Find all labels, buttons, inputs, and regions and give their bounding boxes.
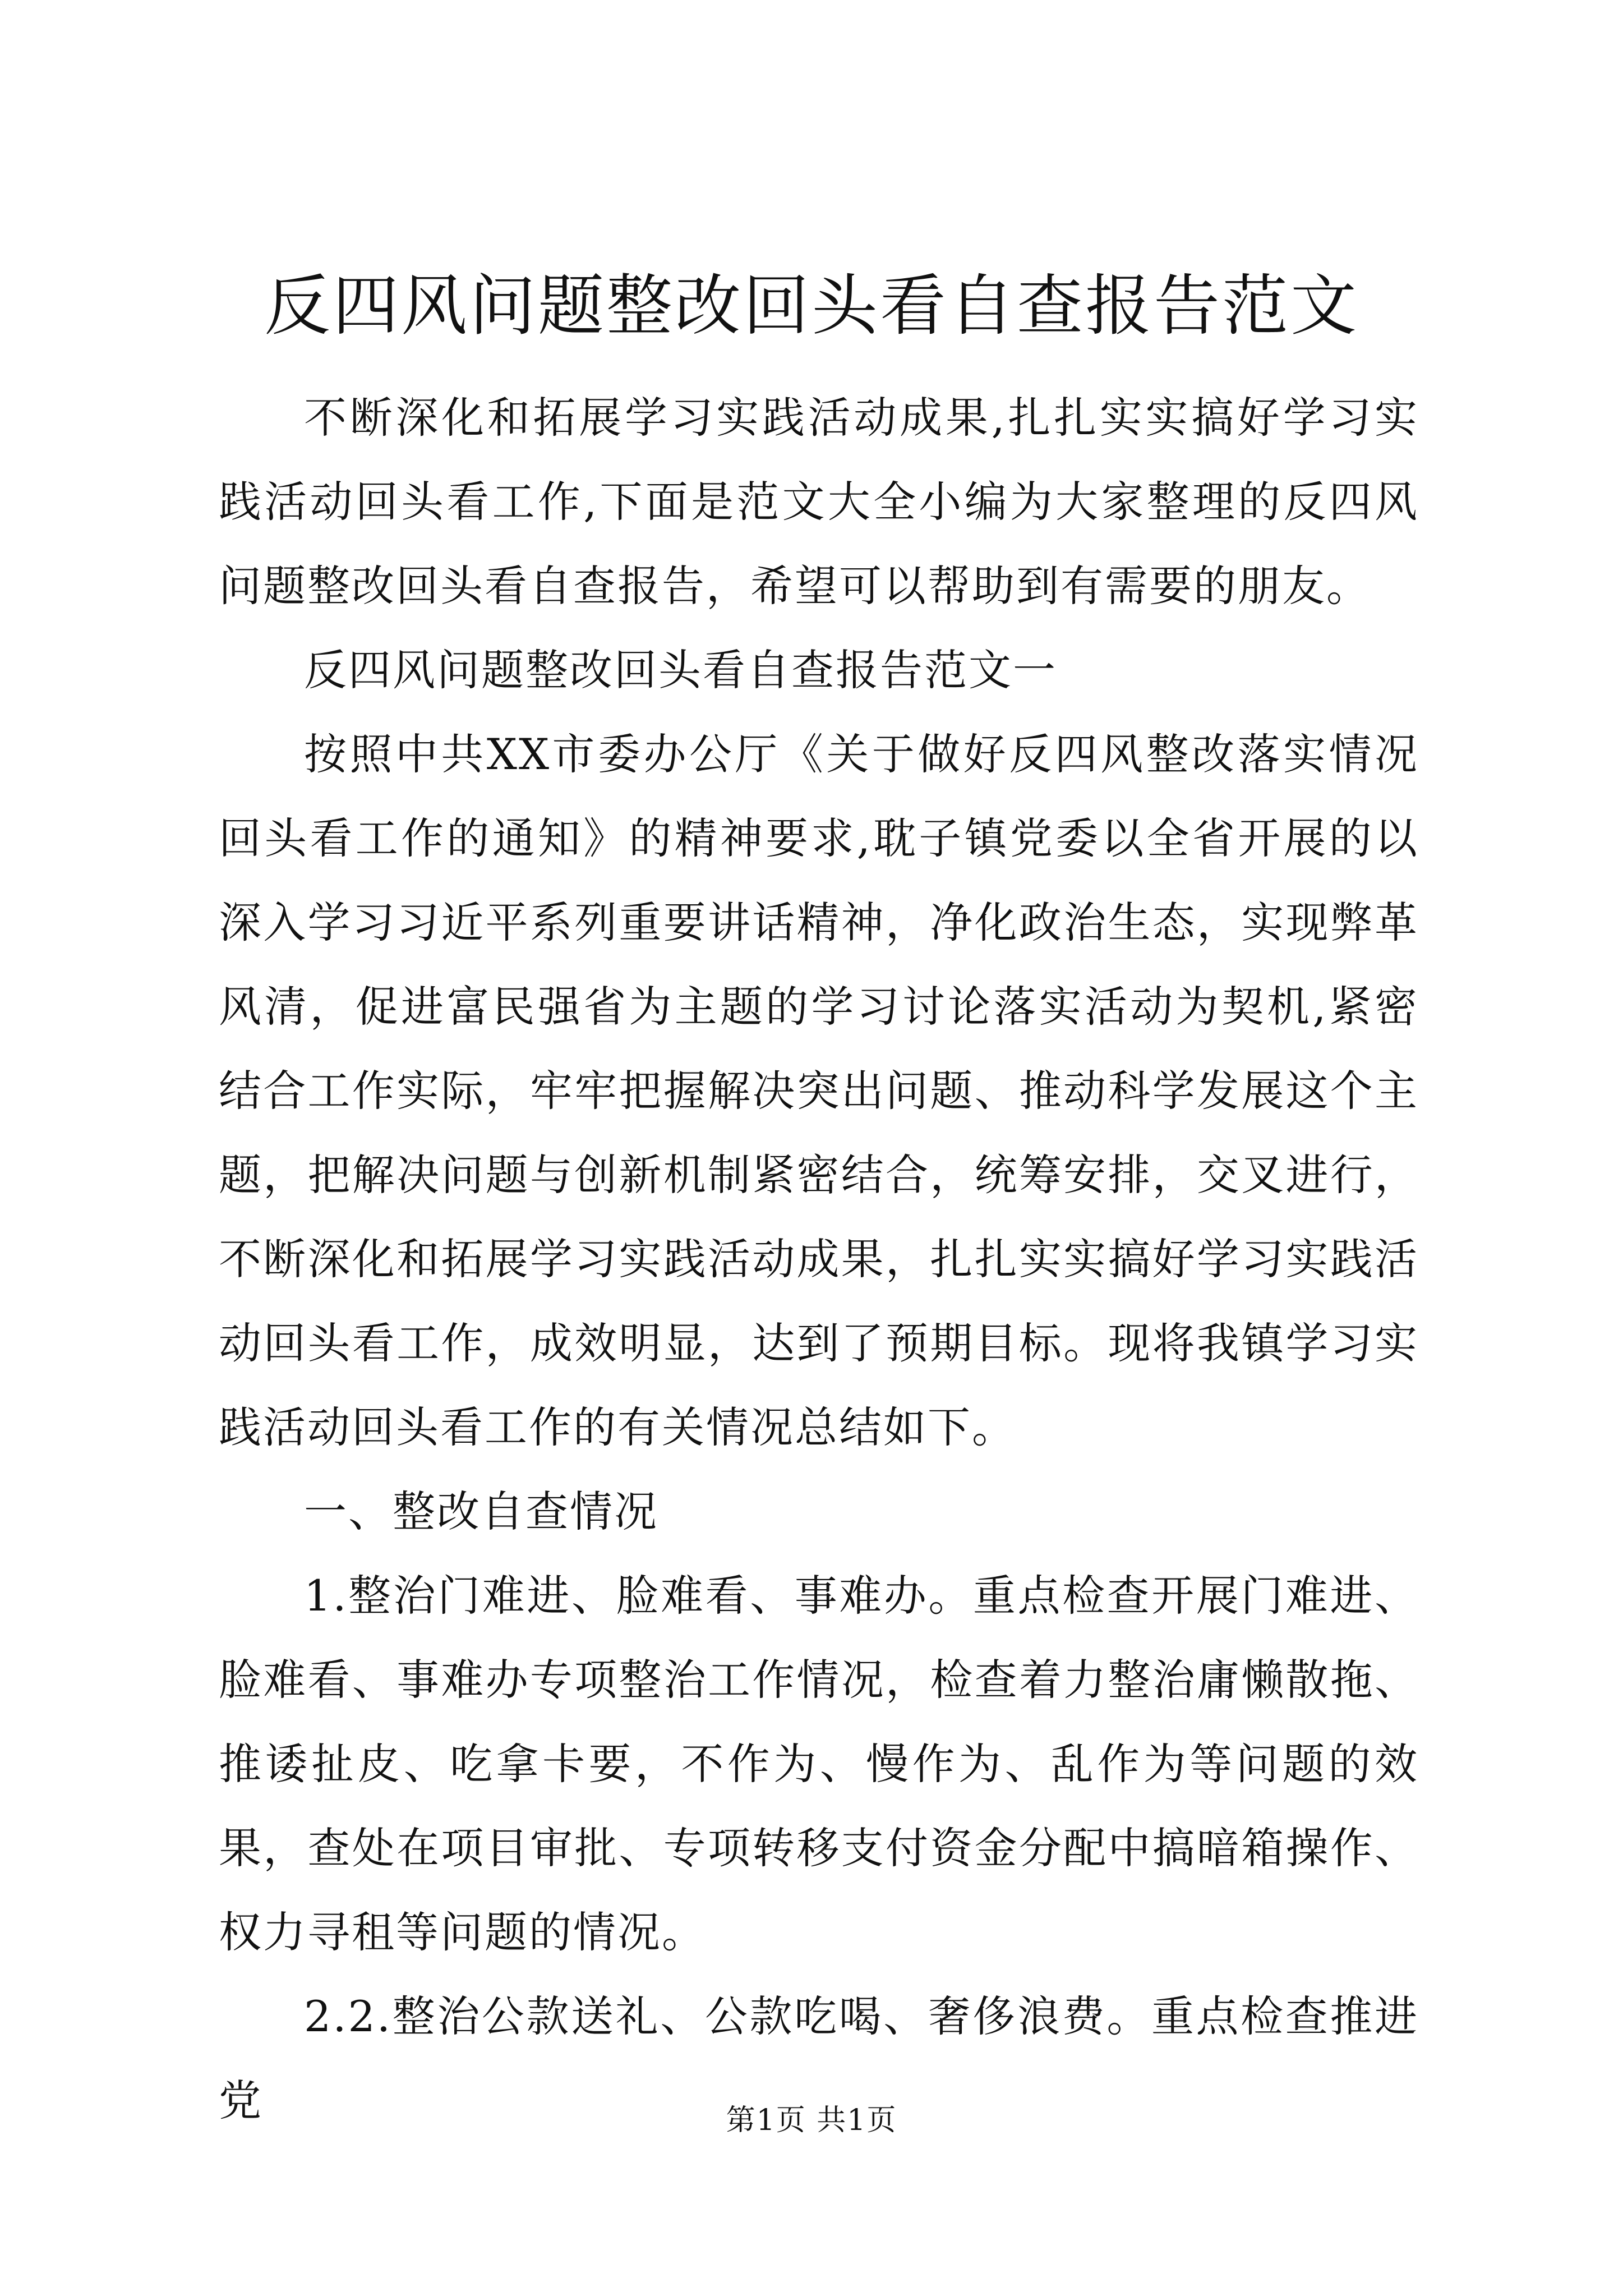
document-body	[219, 376, 1419, 2143]
section-heading: 反四风问题整改回头看自查报告范文一	[304, 645, 1057, 695]
body-paragraph: 按照中共XX市委办公厅《关于做好反四风整改落实情况回头看工作的通知》的精神要求,耽子镇党委以全省开展的以深入学习习近平系列重要讲话精神，净化政治生态，实现弊革风清，促进富民强省为主题的学习讨论落实活动为契机,紧密结合工作实际，牢牢把握解决突出问题、推动科学发展这个主题，把解决问题与创新机制紧密结合，统筹安排，交叉进行，不断深化和拓展学习实践活动成果，扎扎实实搞好学习实践活动回头看工作，成效明显，达到了预期目标。现将我镇学习实践活动回头看工作的有关情况总结如下。	[219, 729, 1419, 1452]
numbered-paragraph: 1.整治门难进、脸难看、事难办。重点检查开展门难进、脸难看、事难办专项整治工作情况，检查着力整治庸懒散拖、推诿扯皮、吃拿卡要，不作为、慢作为、乱作为等问题的效果，查处在项目审批、专项转移支付资金分配中搞暗箱操作、权力寻租等问题的情况。	[219, 1571, 1419, 1957]
page-footer: 第1页 共1页	[726, 2104, 897, 2137]
intro-paragraph: 不断深化和拓展学习实践活动成果,扎扎实实搞好学习实践活动回头看工作,下面是范文大全小编为大家整理的反四风问题整改回头看自查报告，希望可以帮助到有需要的朋友。	[219, 393, 1419, 611]
subsection-heading: 一、整改自查情况	[304, 1487, 658, 1536]
document-title: 反四风问题整改回头看自查报告范文	[264, 267, 1359, 344]
numbered-paragraph: 2.2.整治公款送礼、公款吃喝、奢侈浪费。重点检查推进党	[219, 1991, 1419, 2125]
